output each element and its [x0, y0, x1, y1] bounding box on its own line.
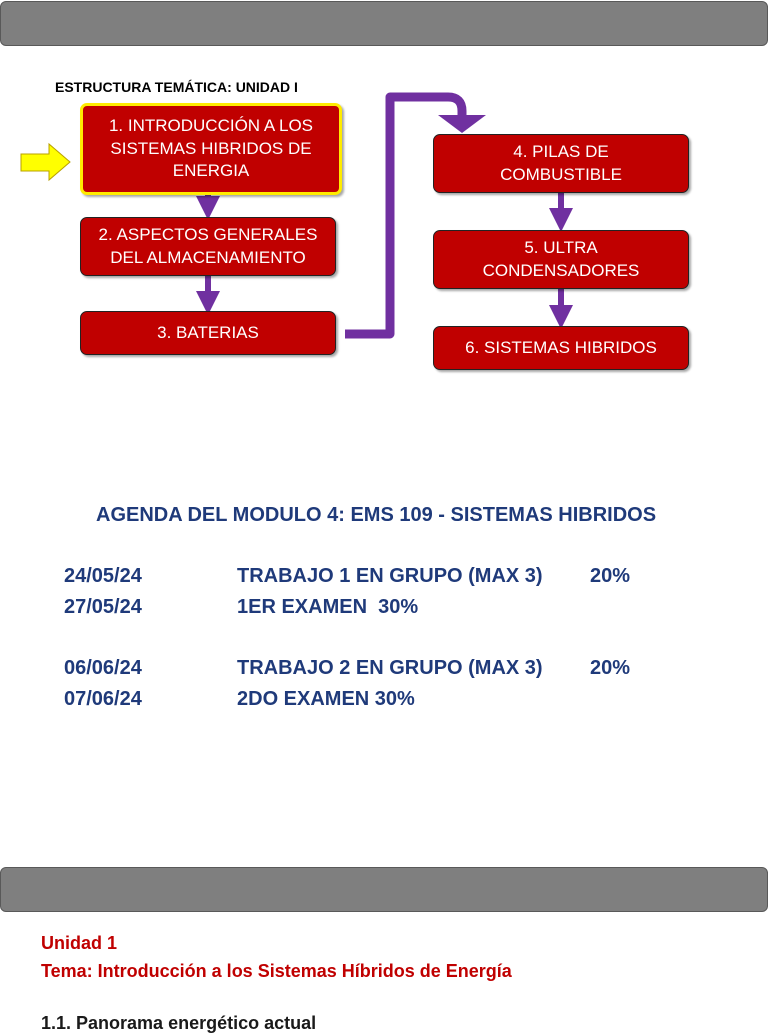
- agenda-date-3: 06/06/24: [64, 657, 142, 679]
- topic-box-3[interactable]: [80, 311, 336, 355]
- agenda-title: AGENDA DEL MODULO 4: EMS 109 - SISTEMAS HIBRIDOS: [96, 504, 657, 526]
- unit-label: Unidad 1: [41, 933, 118, 953]
- topic-box-2[interactable]: [80, 217, 336, 276]
- section-header-title: EMS 109: SISTEMAS HIBRIDOS DE ENERGIA: [129, 921, 651, 944]
- agenda-weight-3: 20%: [590, 657, 631, 679]
- topic-box-6[interactable]: [433, 326, 689, 370]
- header-title: EMS 109: SISTEMAS HIBRIDOS DE ENERGIA: [129, 55, 651, 78]
- agenda-activity-2: 1ER EXAMEN 30%: [237, 596, 419, 618]
- topic-box-5[interactable]: [433, 230, 689, 289]
- agenda-activity-1: TRABAJO 1 EN GRUPO (MAX 3): [237, 565, 543, 587]
- arrow-3-to-4: [345, 97, 462, 334]
- structure-heading: ESTRUCTURA TEMÁTICA: UNIDAD I: [55, 79, 298, 95]
- agenda-date-2: 27/05/24: [64, 596, 142, 618]
- unit-topic: Tema: Introducción a los Sistemas Híbridos de Energía: [41, 961, 512, 981]
- agenda-date-1: 24/05/24: [64, 565, 142, 587]
- topic-label-3: 3. BATERIAS: [157, 322, 259, 342]
- agenda-activity-4: 2DO EXAMEN 30%: [237, 688, 415, 710]
- topic-label-2: 2. ASPECTOS GENERALES DEL ALMACENAMIENTO: [98, 224, 318, 267]
- subsection-heading: 1.1. Panorama energético actual: [41, 1013, 317, 1033]
- topic-box-4[interactable]: [433, 134, 689, 193]
- topic-label-5: 5. ULTRA CONDENSADORES: [482, 237, 640, 280]
- topic-box-1[interactable]: [80, 103, 342, 195]
- arrow-3-to-4-head: [438, 115, 486, 133]
- topic-label-1: 1. INTRODUCCIÓN A LOS SISTEMAS HIBRIDOS DE ENERGIA: [108, 115, 314, 181]
- agenda-weight-1: 20%: [590, 565, 631, 587]
- yellow-pointer-arrow: [21, 144, 70, 180]
- agenda-activity-3: TRABAJO 2 EN GRUPO (MAX 3): [237, 657, 543, 679]
- agenda-date-4: 07/06/24: [64, 688, 142, 710]
- topic-label-6: 6. SISTEMAS HIBRIDOS: [465, 337, 657, 357]
- topic-label-4: 4. PILAS DE COMBUSTIBLE: [500, 141, 622, 184]
